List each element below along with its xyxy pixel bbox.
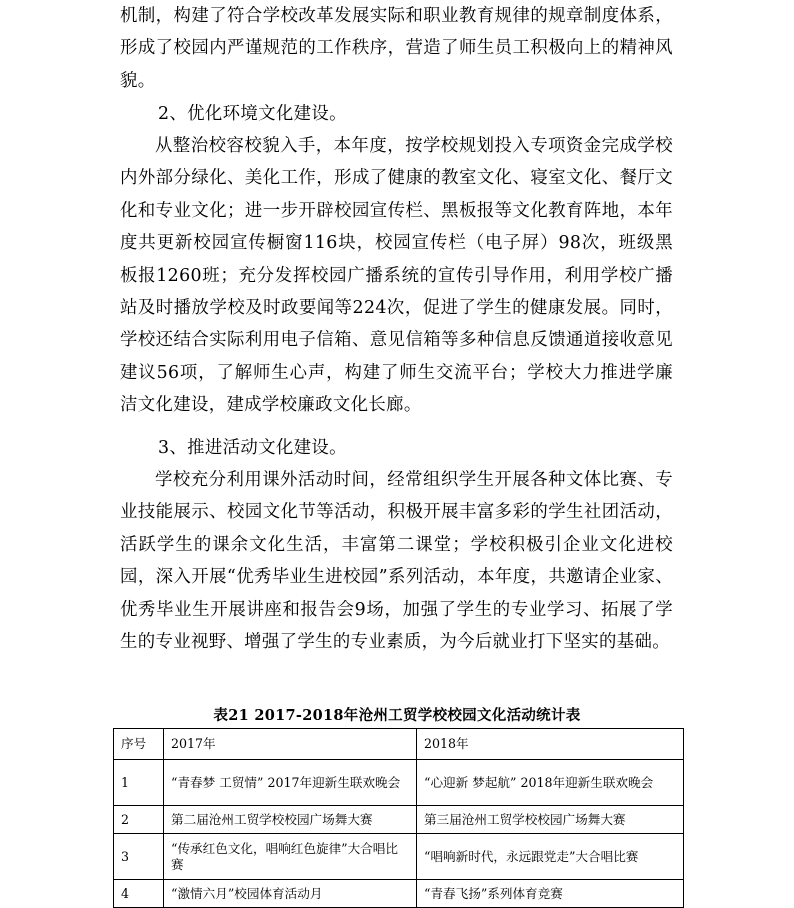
table-cell-index: 3 — [114, 834, 164, 880]
table-row — [114, 834, 684, 880]
table-cell-2018: “心迎新 梦起航” 2018年迎新生联欢晚会 — [417, 760, 684, 806]
table-cell-index: 1 — [114, 760, 164, 806]
paragraph-activity-culture: 学校充分利用课外活动时间，经常组织学生开展各种文体比赛、专业技能展示、校园文化节等活动，积极开展丰富多彩的学生社团活动，活跃学生的课余文化生活，丰富第二课堂；学校积极引企业文化进校园，深入开展“优秀毕业生进校园”系列活动，本年度，共邀请企业家、优秀毕业生开展讲座和报告会9场，加强了学生的专业学习、拓展了学生的专业视野、增强了学生的专业素质，为今后就业打下坚实的基础。 — [120, 470, 673, 653]
table-cell-2018: 第三届沧州工贸学校校园广场舞大赛 — [417, 806, 684, 834]
activity-stats-table — [113, 728, 684, 908]
paragraph-regulations: 机制，构建了符合学校改革发展实际和职业教育规律的规章制度体系，形成了校园内严谨规范的工作秩序，营造了师生员工积极向上的精神风貌。 — [120, 6, 673, 91]
table-cell-2017: “激情六月”校园体育活动月 — [164, 880, 417, 908]
table-row — [114, 880, 684, 908]
heading-activity-culture: 3、推进活动文化建设。 — [158, 438, 347, 458]
table-cell-2017: “传承红色文化，唱响红色旋律”大合唱比赛 — [164, 834, 417, 880]
table-cell-index: 4 — [114, 880, 164, 908]
header-cell-index: 序号 — [114, 729, 164, 760]
header-cell-2017: 2017年 — [164, 729, 417, 760]
table-cell-2017: “青春梦 工贸情” 2017年迎新生联欢晚会 — [164, 760, 417, 806]
heading-environment-culture: 2、优化环境文化建设。 — [158, 104, 347, 124]
table-header-row — [114, 729, 684, 760]
table-cell-index: 2 — [114, 806, 164, 834]
table-row — [114, 806, 684, 834]
table-row — [114, 760, 684, 806]
table-cell-2018: “青春飞扬”系列体育竞赛 — [417, 880, 684, 908]
header-cell-2018: 2018年 — [417, 729, 684, 760]
table-cell-2017: 第二届沧州工贸学校校园广场舞大赛 — [164, 806, 417, 834]
table-caption: 表21 2017-2018年沧州工贸学校校园文化活动统计表 — [213, 707, 581, 724]
table-cell-2018: “唱响新时代，永远跟党走”大合唱比赛 — [417, 834, 684, 880]
paragraph-environment-culture: 从整治校容校貌入手，本年度，按学校规划投入专项资金完成学校内外部分绿化、美化工作，形成了健康的教室文化、寝室文化、餐厅文化和专业文化；进一步开辟校园宣传栏、黑板报等文化教育阵地，本年度共更新校园宣传橱窗116块，校园宣传栏（电子屏）98次，班级黑板报1260班；充分发挥校园广播系统的宣传引导作用，利用学校广播站及时播放学校及时政要闻等224次，促进了学生的健康发展。同时，学校还结合实际利用电子信箱、意见信箱等多种信息反馈通道接收意见建议56项，了解师生心声，构建了师生交流平台；学校大力推进学廉洁文化建设，建成学校廉政文化长廊。 — [120, 136, 673, 416]
